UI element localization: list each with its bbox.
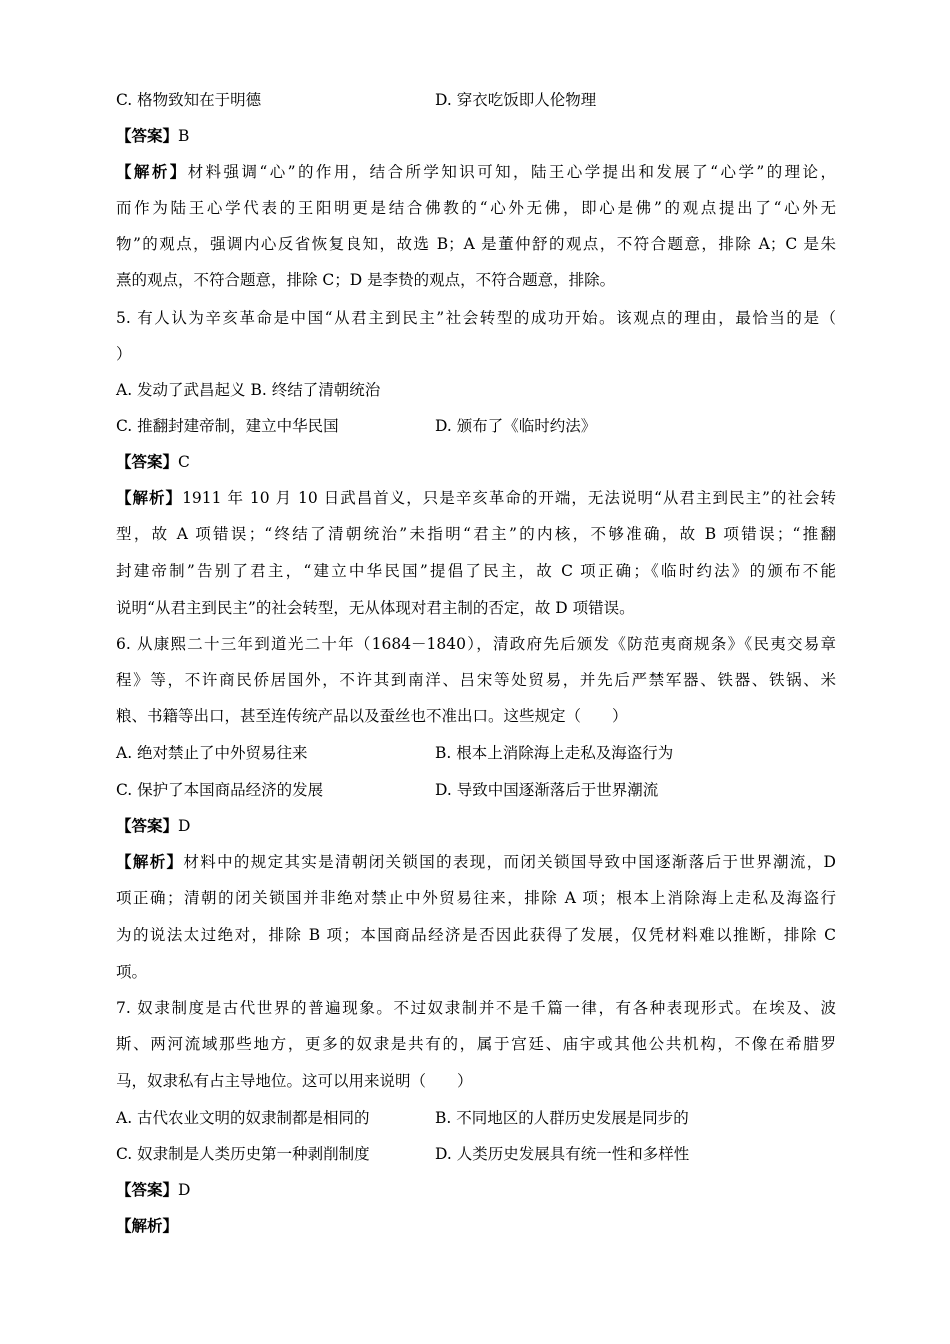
q5-option-d: D. 颁布了《临时约法》 [435, 417, 597, 435]
q5-analysis-line-1 [116, 488, 836, 508]
answer-tag: 【答案】 [116, 816, 179, 835]
q7-option-d: D. 人类历史发展具有统一性和多样性 [435, 1145, 690, 1163]
q4-option-d: D. 穿衣吃饭即人伦物理 [435, 91, 597, 109]
q5-stem-line-1: 5. 有人认为辛亥革命是中国“从君主到民主”社会转型的成功开始。该观点的理由，最恰当的是（ [116, 309, 836, 327]
analysis-tag: 【解析】 [116, 1216, 179, 1235]
q5-analysis-line-4: 说明“从君主到民主”的社会转型，无从体现对君主制的否定，故 D 项错误。 [116, 599, 635, 617]
q4-analysis-line-3: 物”的观点，强调内心反省恢复良知，故选 B；A 是董仲舒的观点，不符合题意，排除 A；C 是朱 [116, 235, 836, 253]
q6-analysis-line-1 [116, 852, 836, 872]
q6-option-b: B. 根本上消除海上走私及海盗行为 [435, 744, 674, 762]
answer-value: C [178, 453, 190, 471]
q6-option-d: D. 导致中国逐渐落后于世界潮流 [435, 781, 659, 799]
q4-answer [116, 126, 836, 146]
q4-analysis-line-2: 而作为陆王心学代表的王阳明更是结合佛教的“心外无佛，即心是佛”的观点提出了“心外无 [116, 199, 836, 217]
q6-stem-line-3: 粮、书籍等出口，甚至连传统产品以及蚕丝也不准出口。这些规定（ ） [116, 707, 628, 725]
answer-value: B [178, 127, 190, 145]
q4-analysis-line-4: 熹的观点，不符合题意，排除 C；D 是李贽的观点，不符合题意，排除。 [116, 271, 616, 289]
q7-option-a: A. 古代农业文明的奴隶制都是相同的 [116, 1109, 370, 1127]
q7-stem-line-2: 斯、两河流域那些地方，更多的奴隶是共有的，属于宫廷、庙宇或其他公共机构，不像在希腊罗 [116, 1035, 836, 1053]
analysis-text: 1911 年 10 月 10 日武昌首义，只是辛亥革命的开端，无法说明“从君主到民主”的社会转 [182, 489, 836, 507]
q6-option-a: A. 绝对禁止了中外贸易往来 [116, 744, 308, 762]
q7-option-c: C. 奴隶制是人类历史第一种剥削制度 [116, 1145, 370, 1163]
analysis-tag: 【解析】 [116, 488, 183, 507]
analysis-text: 材料中的规定其实是清朝闭关锁国的表现，而闭关锁国导致中国逐渐落后于世界潮流，D [183, 853, 836, 871]
q4-analysis-line-1 [116, 162, 836, 182]
answer-tag: 【答案】 [116, 1180, 179, 1199]
answer-tag: 【答案】 [116, 126, 179, 145]
q7-stem-line-1: 7. 奴隶制度是古代世界的普遍现象。不过奴隶制并不是千篇一律，有各种表现形式。在埃及、波 [116, 999, 836, 1017]
q6-option-c: C. 保护了本国商品经济的发展 [116, 781, 324, 799]
answer-tag: 【答案】 [116, 452, 179, 471]
q5-options-ab: A. 发动了武昌起义 B. 终结了清朝统治 [116, 381, 381, 399]
answer-value: D [178, 817, 191, 835]
q5-answer [116, 452, 836, 472]
q6-analysis-line-3: 为的说法太过绝对，排除 B 项；本国商品经济是否因此获得了发展，仅凭材料难以推断，排除 C [116, 926, 836, 944]
q5-stem-line-2: ） [116, 345, 132, 363]
q6-analysis-line-2: 项正确；清朝的闭关锁国并非绝对禁止中外贸易往来，排除 A 项；根本上消除海上走私及海盗行 [116, 889, 836, 907]
q4-option-c: C. 格物致知在于明德 [116, 91, 262, 109]
q7-answer [116, 1180, 836, 1200]
q7-analysis [116, 1216, 836, 1236]
q5-analysis-line-2: 型，故 A 项错误；“终结了清朝统治”未指明“君主”的内核，不够准确，故 B 项错误；“推翻 [116, 525, 836, 543]
analysis-text: 材料强调“心”的作用，结合所学知识可知，陆王心学提出和发展了“心学”的理论， [187, 163, 836, 181]
analysis-tag: 【解析】 [116, 852, 184, 871]
q6-analysis-line-4: 项。 [116, 963, 148, 981]
q5-analysis-line-3: 封建帝制”告别了君主，“建立中华民国”提倡了民主，故 C 项正确；《临时约法》的颁布不能 [116, 562, 836, 580]
answer-value: D [178, 1181, 191, 1199]
q6-stem-line-1: 6. 从康熙二十三年到道光二十年（1684－1840），清政府先后颁发《防范夷商规条》《民夷交易章 [116, 635, 836, 653]
q5-option-c: C. 推翻封建帝制，建立中华民国 [116, 417, 339, 435]
q6-answer [116, 816, 836, 836]
q7-stem-line-3: 马，奴隶私有占主导地位。这可以用来说明（ ） [116, 1072, 473, 1090]
q6-stem-line-2: 程》等，不许商民侨居国外，不许其到南洋、吕宋等处贸易，并先后严禁军器、铁器、铁锅、米 [116, 671, 836, 689]
q7-option-b: B. 不同地区的人群历史发展是同步的 [435, 1109, 689, 1127]
analysis-tag: 【解析】 [116, 162, 188, 181]
